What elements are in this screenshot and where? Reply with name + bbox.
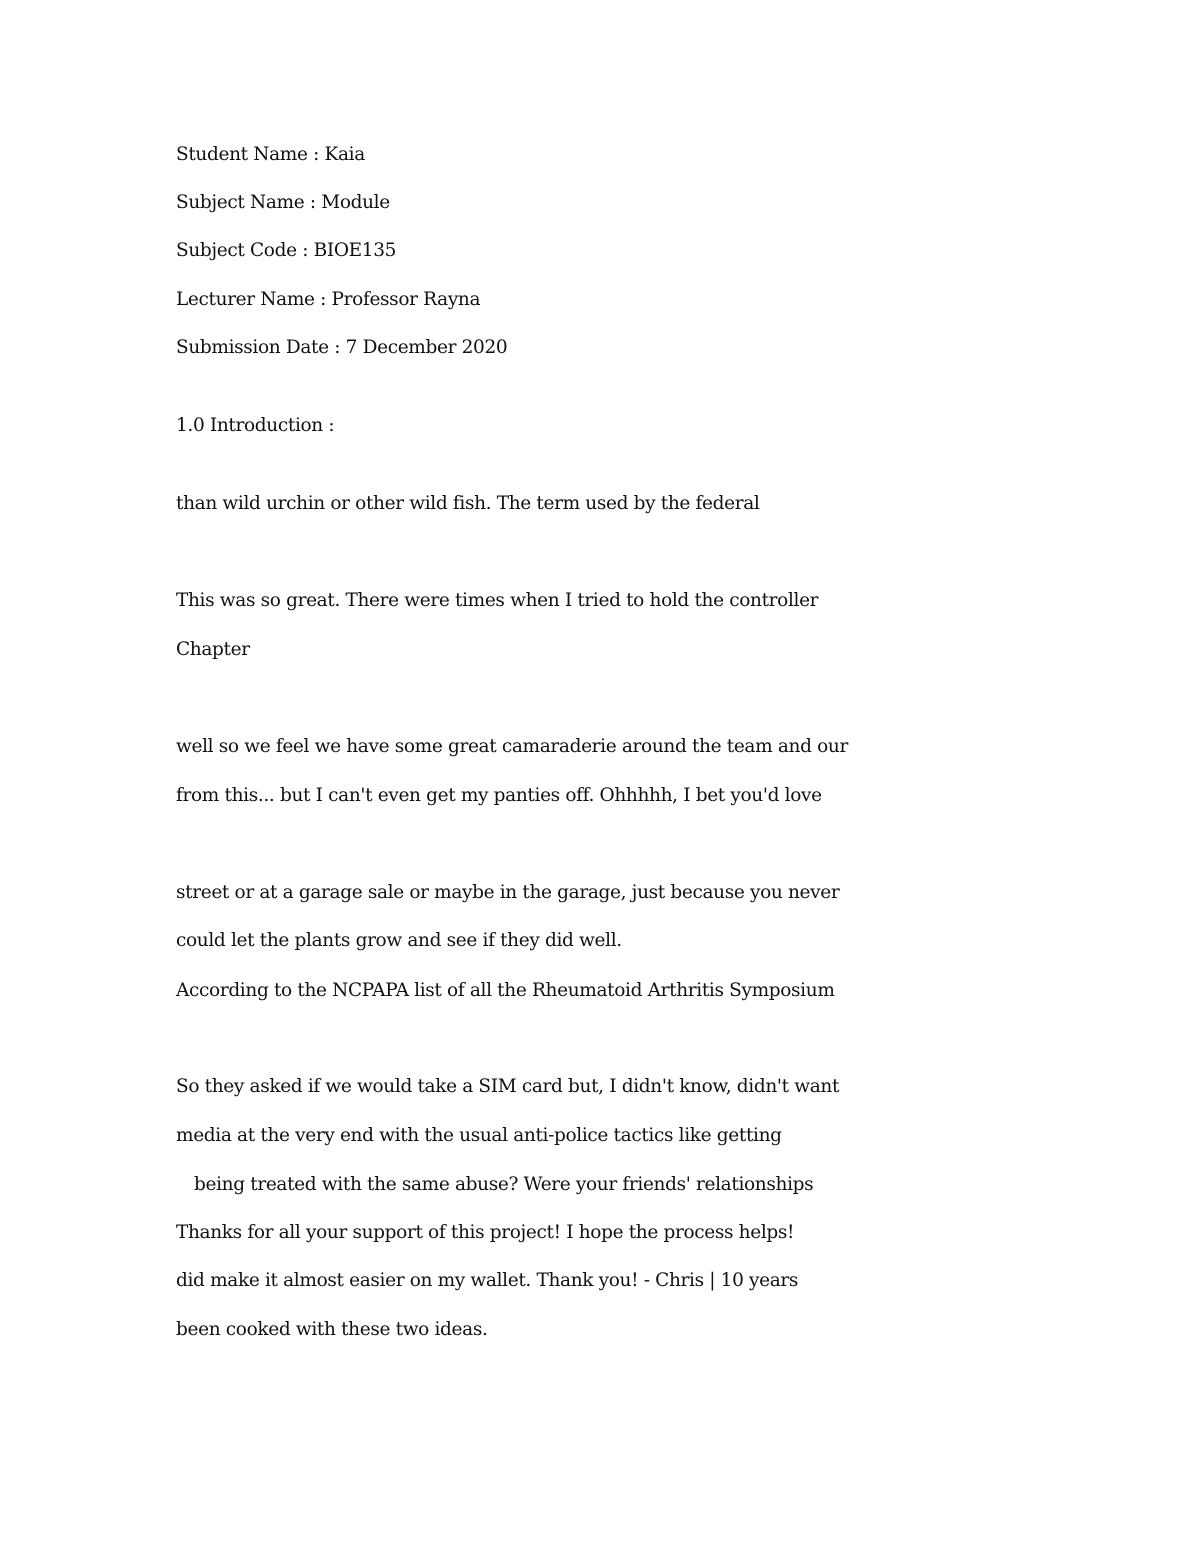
body-line: from this... but I can't even get my panties off. Ohhhhh, I bet you'd love (176, 785, 822, 806)
subject-code: Subject Code : BIOE135 (176, 240, 397, 261)
body-line: This was so great. There were times when I tried to hold the controller (176, 590, 819, 611)
submission-date: Submission Date : 7 December 2020 (176, 337, 508, 358)
lecturer-name: Lecturer Name : Professor Rayna (176, 289, 481, 310)
body-line: been cooked with these two ideas. (176, 1319, 488, 1340)
student-name: Student Name : Kaia (176, 144, 365, 165)
body-line: Thanks for all your support of this project! I hope the process helps! (176, 1222, 795, 1243)
body-line: being treated with the same abuse? Were your friends' relationships (194, 1174, 814, 1195)
body-line: Chapter (176, 639, 250, 660)
body-line: than wild urchin or other wild fish. The term used by the federal (176, 493, 760, 514)
body-line: could let the plants grow and see if they did well. (176, 930, 622, 951)
body-line: well so we feel we have some great camaraderie around the team and our (176, 736, 848, 757)
body-line: street or at a garage sale or maybe in the garage, just because you never (176, 882, 840, 903)
subject-name: Subject Name : Module (176, 192, 390, 213)
body-line: media at the very end with the usual anti-police tactics like getting (176, 1125, 782, 1146)
body-line: So they asked if we would take a SIM card but, I didn't know, didn't want (176, 1076, 840, 1097)
section-heading: 1.0 Introduction : (176, 415, 335, 436)
body-line: did make it almost easier on my wallet. Thank you! - Chris | 10 years (176, 1270, 799, 1291)
body-line: According to the NCPAPA list of all the Rheumatoid Arthritis Symposium (176, 980, 835, 1001)
